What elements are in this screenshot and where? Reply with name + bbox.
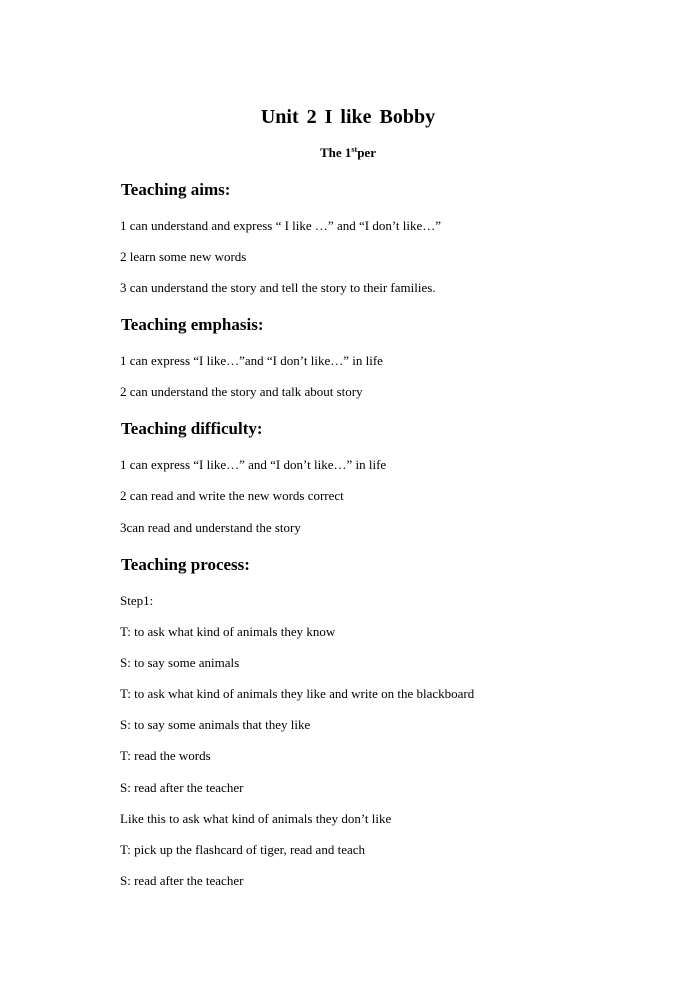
section-line: 3 can understand the story and tell the story to their families.	[120, 280, 436, 295]
subtitle-suffix: per	[357, 145, 376, 160]
section-line: 2 can read and write the new words correct	[120, 488, 344, 503]
section-line: 1 can express “I like…”and “I don’t like…” in life	[120, 353, 383, 368]
section-line: S: to say some animals that they like	[120, 717, 311, 732]
section-line: 3can read and understand the story	[120, 520, 301, 535]
section-line: S: read after the teacher	[120, 873, 244, 888]
subtitle-prefix: The 1	[320, 145, 352, 160]
section-line: T: to ask what kind of animals they like and write on the blackboard	[120, 686, 475, 701]
section-line: 1 can express “I like…” and “I don’t like…” in life	[120, 457, 387, 472]
section-line: 2 can understand the story and talk about story	[120, 384, 363, 399]
section-heading-teaching-process: Teaching process:	[121, 555, 250, 574]
section-heading-teaching-emphasis: Teaching emphasis:	[121, 315, 264, 334]
section-heading-teaching-difficulty: Teaching difficulty:	[121, 419, 263, 438]
section-line: S: read after the teacher	[120, 780, 244, 795]
document-subtitle	[0, 144, 696, 162]
subtitle-superscript: st	[351, 145, 358, 154]
section-heading-teaching-aims: Teaching aims:	[121, 180, 231, 199]
section-line: 2 learn some new words	[120, 249, 247, 264]
section-line: T: to ask what kind of animals they know	[120, 624, 336, 639]
section-line: T: read the words	[120, 748, 211, 763]
section-line: T: pick up the flashcard of tiger, read and teach	[120, 842, 366, 857]
section-line: 1 can understand and express “ I like …” and “I don’t like…”	[120, 218, 442, 233]
section-line: S: to say some animals	[120, 655, 240, 670]
section-line: Step1:	[120, 593, 154, 608]
section-line: Like this to ask what kind of animals they don’t like	[120, 811, 392, 826]
document-title: Unit 2 I like Bobby	[260, 106, 436, 128]
